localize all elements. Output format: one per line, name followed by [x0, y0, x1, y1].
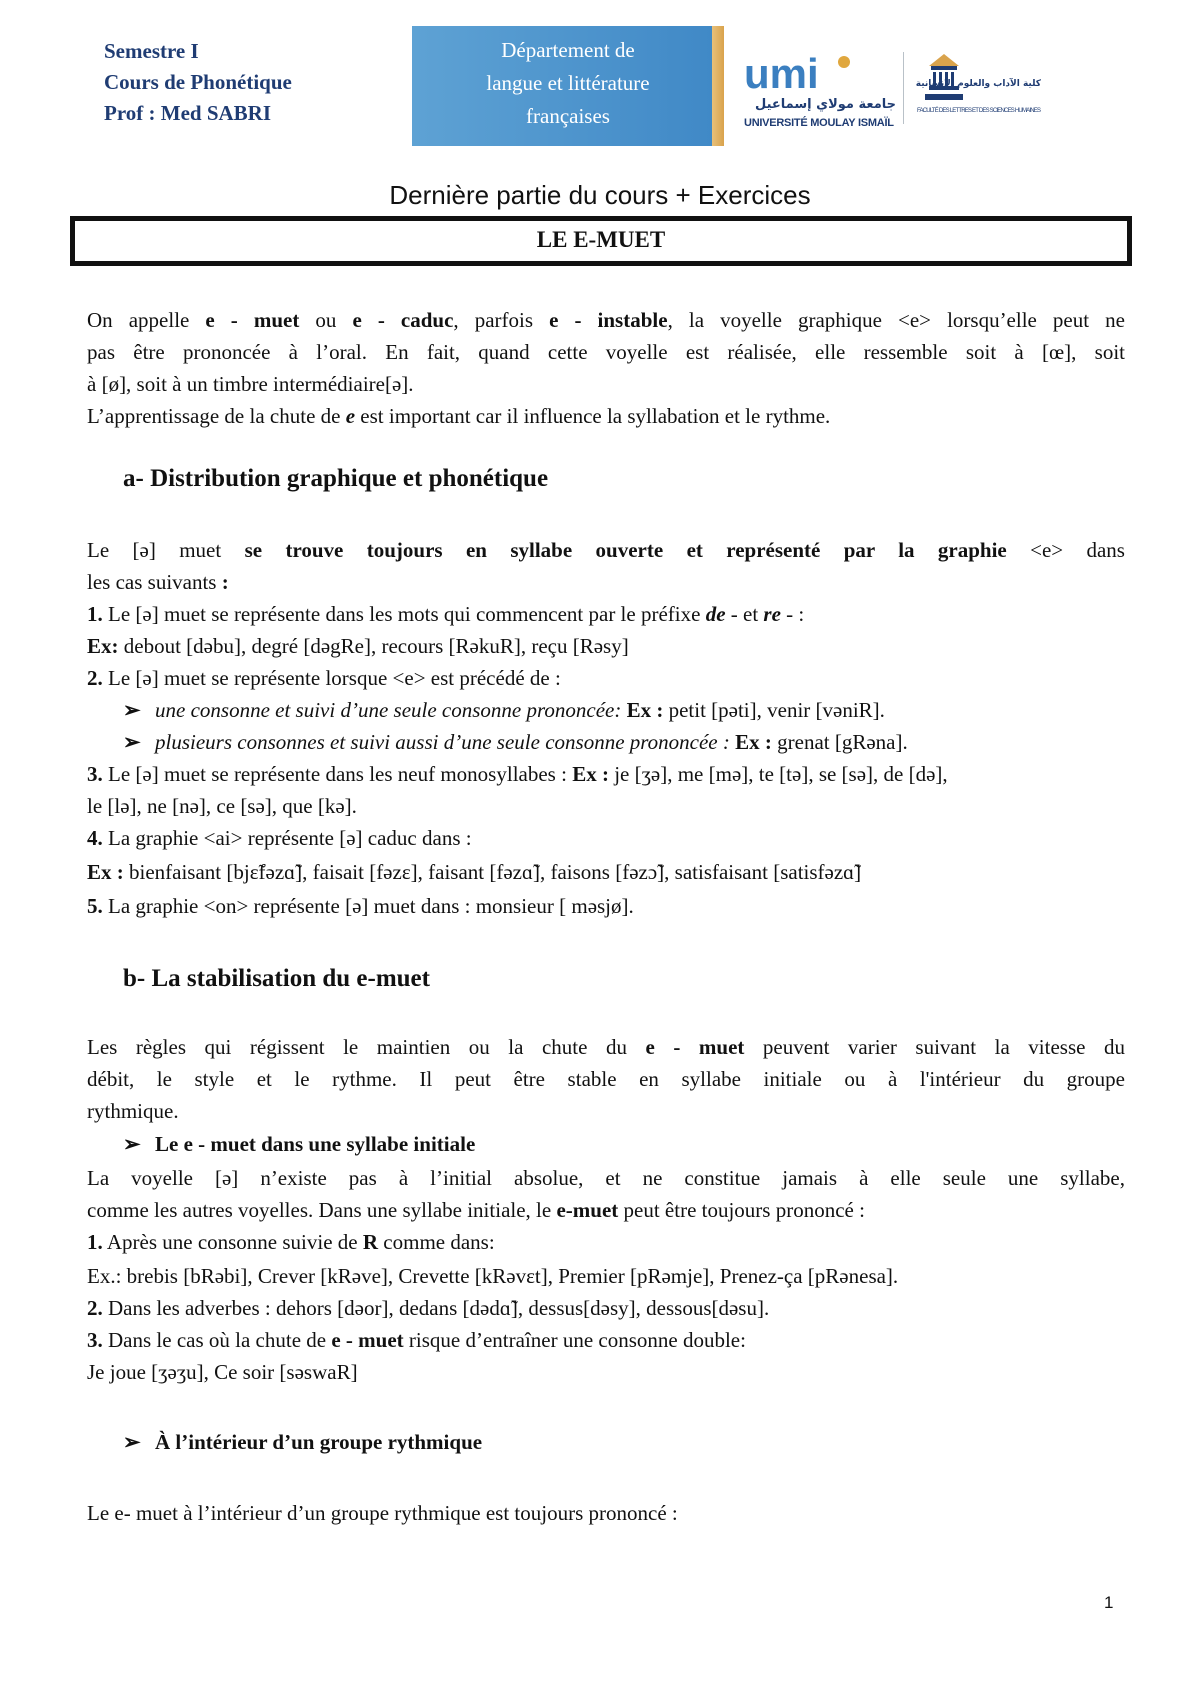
rule-2: 2. Le [ə] muet se représente lorsque <e> est précédé de : — [87, 666, 561, 690]
arrow-bullet-icon: ➢ — [123, 1430, 141, 1454]
intro-line-2: pas être prononcée à l’oral. En fait, quand cette voyelle est réalisée, elle ressemble soit à [œ], soit — [87, 340, 1125, 364]
semester-label: Semestre I — [104, 39, 199, 63]
section-b-intro-2: débit, le style et le rythme. Il peut être stable en syllabe initiale ou à l'intérieur du groupe — [87, 1067, 1125, 1091]
rule-4: 4. La graphie <ai> représente [ə] caduc dans : — [87, 826, 472, 850]
rule-5: 5. La graphie <on> représente [ə] muet dans : monsieur [ məsjø]. — [87, 894, 634, 918]
arrow-bullet-icon: ➢ — [123, 1132, 141, 1156]
flsh-logo — [915, 46, 1045, 128]
rhythmic-group-para: Le e- muet à l’intérieur d’un groupe rythmique est toujours prononcé : — [87, 1501, 678, 1525]
page-number: 1 — [1104, 1593, 1114, 1612]
initial-syllable-para-2: comme les autres voyelles. Dans une syllabe initiale, le e-muet peut être toujours prononcé : — [87, 1198, 865, 1222]
umi-logo-arabic: جامعة مولاي إسماعيل — [755, 97, 896, 112]
course-info — [104, 36, 292, 129]
section-b-intro-3: rythmique. — [87, 1099, 179, 1123]
initial-rule-3-example: Je joue [ʒəʒu], Ce soir [səswaR] — [87, 1360, 358, 1384]
department-banner — [412, 26, 724, 146]
arrow-bullet-icon: ➢ — [123, 698, 141, 722]
section-a-heading: a- Distribution graphique et phonétique — [123, 465, 549, 492]
rule-1-example: Ex: debout [dəbu], degré [dəgRe], recours [RəkuR], reçu [Rəsy] — [87, 634, 629, 658]
rule-3-cont: le [lə], ne [nə], ce [sə], que [kə]. — [87, 794, 357, 818]
intro-line-3: à [ø], soit à un timbre intermédiaire[ə]. — [87, 372, 414, 396]
initial-rule-2: 2. Dans les adverbes : dehors [dəor], dedans [dədɑ̃], dessus[dəsy], dessous[dəsu]. — [87, 1296, 770, 1320]
course-label: Cours de Phonétique — [104, 70, 292, 94]
umi-logo-latin: UNIVERSITÉ MOULAY ISMAÏL — [744, 117, 894, 129]
flsh-logo-arabic: كلية الآداب والعلوم الإنسانية — [915, 79, 1041, 89]
intro-line-4: L’apprentissage de la chute de e est important car il influence la syllabation et le rythme. — [87, 404, 831, 428]
rule-4-example: Ex : bienfaisant [bjɛ̃fəzɑ̃], faisait [fəzɛ], faisant [fəzɑ̃], faisons [fəzɔ̃], satisfaisant [satisfəzɑ̃] — [87, 860, 862, 884]
section-b-heading: b- La stabilisation du e-muet — [123, 965, 430, 992]
department-line-2: langue et littérature — [486, 71, 650, 95]
initial-rule-1: 1. Après une consonne suivie de R comme dans: — [87, 1230, 495, 1254]
subheading-rhythmic-group: ➢ À l’intérieur d’un groupe rythmique — [123, 1426, 1125, 1458]
lesson-banner: LE E-MUET — [70, 216, 1132, 266]
initial-rule-3: 3. Dans le cas où la chute de e - muet risque d’entraîner une consonne double: — [87, 1328, 746, 1352]
logo-separator — [903, 52, 904, 124]
intro-line-1: On appelle e - muet ou e - caduc, parfois e - instable, la voyelle graphique <e> lorsqu’elle peut ne — [87, 308, 1125, 332]
umi-logo-mark: umi — [744, 50, 819, 97]
rule-1: 1. Le [ə] muet se représente dans les mots qui commencent par le préfixe de - et re - : — [87, 602, 805, 626]
initial-rule-1-example: Ex.: brebis [bRəbi], Crever [kRəve], Crevette [kRəvɛt], Premier [pRəmje], Prenez-ça [pRənesa]. — [87, 1264, 899, 1288]
department-line-3: françaises — [526, 104, 610, 128]
rule-3: 3. Le [ə] muet se représente dans les neuf monosyllabes : Ex : je [ʒə], me [mə], te [tə], se [sə], de [də], — [87, 762, 948, 786]
department-line-1: Département de — [501, 38, 635, 62]
rule-2-bullet-1: ➢ une consonne et suivi d’une seule consonne prononcée: Ex : petit [pəti], venir [vəniR]. — [123, 694, 1125, 726]
page-title: Dernière partie du cours + Exercices — [389, 180, 811, 210]
section-b-intro-1: Les règles qui régissent le maintien ou la chute du e - muet peuvent varier suivant la vitesse du — [87, 1035, 1125, 1059]
arrow-bullet-icon: ➢ — [123, 730, 141, 754]
umi-logo — [740, 48, 900, 130]
section-a-intro-2: les cas suivants : — [87, 570, 229, 594]
rule-2-bullet-2: ➢ plusieurs consonnes et suivi aussi d’une seule consonne prononcée : Ex : grenat [gRəna]. — [123, 726, 1125, 758]
initial-syllable-para-1: La voyelle [ə] n’existe pas à l’initial absolue, et ne constitue jamais à elle seule une syllabe, — [87, 1166, 1125, 1190]
professor-label: Prof : Med SABRI — [104, 101, 272, 125]
subheading-initial-syllable: ➢ Le e - muet dans une syllabe initiale — [123, 1128, 1125, 1160]
flsh-logo-latin: FACULTÉ DES LETTRES ET DES SCIENCES HUMAINES — [917, 108, 1041, 114]
department-banner-fold — [712, 26, 724, 146]
section-a-intro-1: Le [ə] muet se trouve toujours en syllabe ouverte et représenté par la graphie <e> dans — [87, 538, 1125, 562]
